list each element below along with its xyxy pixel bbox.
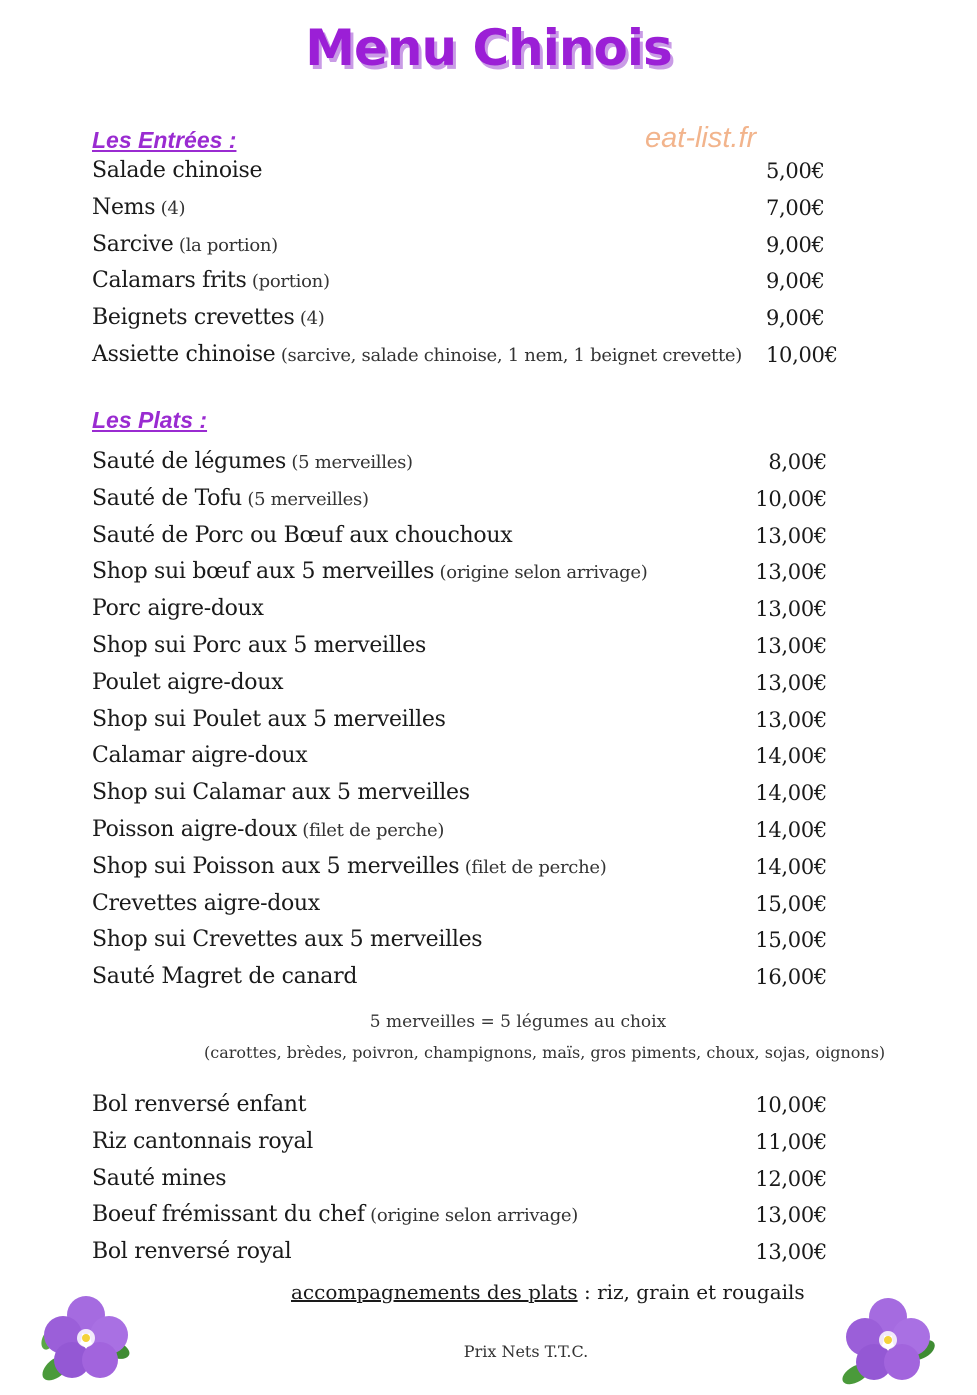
menu-item-name bbox=[92, 925, 482, 955]
menu-item bbox=[92, 925, 827, 962]
menu-item bbox=[92, 852, 827, 889]
menu-item-name bbox=[92, 631, 426, 661]
menu-item-label: Porc aigre-doux bbox=[92, 596, 264, 622]
menu-item-price: 10,00€ bbox=[755, 486, 827, 511]
menu-item-detail: (sarcive, salade chinoise, 1 nem, 1 beignet crevette) bbox=[275, 344, 742, 366]
menu-item bbox=[92, 484, 827, 521]
menu-item-price: 13,00€ bbox=[755, 1240, 827, 1265]
menu-item-name bbox=[92, 230, 278, 261]
menu-item-label: Sauté mines bbox=[92, 1165, 227, 1191]
menu-item-name bbox=[92, 303, 325, 334]
menu-item bbox=[92, 815, 827, 852]
menu-item-label: Calamar aigre-doux bbox=[92, 743, 308, 769]
menu-item-price: 13,00€ bbox=[755, 707, 827, 732]
menu-item-detail: (4) bbox=[294, 308, 325, 330]
accompagnements-label: accompagnements des plats bbox=[291, 1280, 578, 1304]
menu-item-name bbox=[92, 815, 444, 846]
menu-item-name bbox=[92, 962, 357, 992]
legumes-note: (carottes, brèdes, poivron, champignons, maïs, gros piments, choux, sojas, oignons) bbox=[204, 1043, 886, 1062]
menu-item-price: 14,00€ bbox=[755, 781, 827, 806]
menu-item-label: Shop sui bœuf aux 5 merveilles bbox=[92, 559, 435, 585]
menu-item-label: Beignets crevettes bbox=[92, 305, 295, 331]
menu-item-price: 12,00€ bbox=[755, 1166, 827, 1191]
menu-item bbox=[92, 1164, 827, 1201]
menu-item bbox=[92, 447, 827, 484]
menu-item-detail: (filet de perche) bbox=[296, 819, 445, 841]
menu-item-name bbox=[92, 156, 262, 186]
menu-item-price: 13,00€ bbox=[755, 1203, 827, 1228]
menu-item-name bbox=[92, 1237, 291, 1267]
menu-item-label: Shop sui Porc aux 5 merveilles bbox=[92, 632, 426, 658]
menu-item-detail: (origine selon arrivage) bbox=[434, 562, 648, 584]
menu-item-name bbox=[92, 1090, 306, 1120]
menu-item bbox=[92, 1237, 827, 1274]
menu-item bbox=[92, 778, 827, 815]
menu-item-label: Sauté de Porc ou Bœuf aux chouchoux bbox=[92, 522, 513, 548]
menu-item bbox=[92, 266, 837, 303]
menu-item bbox=[92, 962, 827, 999]
menu-title: Menu Chinois bbox=[305, 19, 672, 77]
menu-item bbox=[92, 557, 827, 594]
menu-item bbox=[92, 668, 827, 705]
menu-item-label: Salade chinoise bbox=[92, 158, 263, 183]
menu-item-price: 10,00€ bbox=[766, 342, 838, 367]
menu-item-label: Riz cantonnais royal bbox=[92, 1128, 313, 1154]
menu-item bbox=[92, 340, 837, 377]
menu-item-label: Shop sui Crevettes aux 5 merveilles bbox=[92, 927, 483, 953]
menu-item-name bbox=[92, 340, 742, 371]
section-heading-plats: Les Plats : bbox=[92, 407, 208, 433]
menu-item-name bbox=[92, 705, 446, 735]
accompagnements-line bbox=[291, 1280, 805, 1304]
menu-item-detail: (5 merveilles) bbox=[285, 452, 413, 473]
menu-item-detail: (origine selon arrivage) bbox=[364, 1205, 579, 1227]
menu-item bbox=[92, 1127, 827, 1164]
menu-item bbox=[92, 631, 827, 668]
menu-item-price: 13,00€ bbox=[755, 560, 827, 585]
menu-item bbox=[92, 741, 827, 778]
menu-item-price: 5,00€ bbox=[766, 159, 825, 183]
menu-item bbox=[92, 193, 837, 230]
menu-item-label: Sarcive bbox=[92, 231, 174, 257]
menu-item-detail: (portion) bbox=[246, 271, 330, 293]
menu-item-name bbox=[92, 193, 185, 224]
menu-item-label: Assiette chinoise bbox=[92, 341, 276, 367]
menu-item-detail: (5 merveilles) bbox=[241, 488, 369, 510]
accompagnements-text: : riz, grain et rougails bbox=[577, 1280, 805, 1304]
menu-item-name bbox=[92, 594, 264, 624]
menu-item bbox=[92, 521, 827, 558]
plats-list bbox=[92, 447, 827, 999]
menu-item-price: 9,00€ bbox=[766, 232, 825, 257]
menu-item-price: 10,00€ bbox=[755, 1093, 827, 1117]
menu-item bbox=[92, 303, 837, 340]
menu-item-label: Shop sui Calamar aux 5 merveilles bbox=[92, 780, 470, 806]
menu-item-name bbox=[92, 557, 647, 588]
menu-item-price: 9,00€ bbox=[766, 306, 825, 331]
menu-item-price: 14,00€ bbox=[755, 744, 827, 769]
menu-item-price: 16,00€ bbox=[755, 965, 827, 990]
menu-item-label: Boeuf frémissant du chef bbox=[92, 1202, 365, 1228]
menu-item-price: 15,00€ bbox=[755, 928, 827, 953]
menu-item-price: 13,00€ bbox=[755, 633, 827, 658]
menu-item-name bbox=[92, 447, 413, 478]
menu-item-price: 11,00€ bbox=[755, 1129, 827, 1154]
menu-item-label: Sauté Magret de canard bbox=[92, 964, 358, 990]
menu-item-price: 9,00€ bbox=[766, 269, 825, 294]
menu-item bbox=[92, 594, 827, 631]
menu-item-price: 14,00€ bbox=[755, 817, 827, 842]
menu-item bbox=[92, 705, 827, 742]
menu-item-label: Poisson aigre-doux bbox=[92, 816, 297, 842]
menu-item-label: Shop sui Poulet aux 5 merveilles bbox=[92, 706, 446, 732]
menu-item-label: Poulet aigre-doux bbox=[92, 669, 284, 695]
violet-flower-icon bbox=[838, 1292, 938, 1392]
menu-item-label: Sauté de Tofu bbox=[92, 485, 242, 511]
menu-item-price: 7,00€ bbox=[766, 195, 825, 220]
merveilles-note: 5 merveilles = 5 légumes au choix bbox=[369, 1012, 667, 1032]
menu-item-name bbox=[92, 521, 512, 551]
menu-item-name bbox=[92, 1127, 313, 1157]
menu-item-name bbox=[92, 778, 470, 808]
menu-item-price: 14,00€ bbox=[755, 854, 827, 879]
menu-item-label: Shop sui Poisson aux 5 merveilles bbox=[92, 853, 460, 879]
violet-flower-icon bbox=[36, 1290, 136, 1390]
menu-item bbox=[92, 1200, 827, 1237]
menu-item-name bbox=[92, 484, 369, 515]
menu-item-name bbox=[92, 1164, 226, 1194]
menu-item-detail: (la portion) bbox=[173, 234, 278, 256]
menu-item bbox=[92, 230, 837, 267]
menu-item-name bbox=[92, 741, 307, 771]
menu-item-price: 13,00€ bbox=[755, 597, 827, 622]
menu-item-price: 13,00€ bbox=[755, 523, 827, 548]
menu-item-label: Bol renversé enfant bbox=[92, 1092, 307, 1117]
menu-item-detail: (4) bbox=[155, 197, 186, 219]
menu-item-label: Calamars frits bbox=[92, 268, 247, 294]
watermark: eat-list.fr bbox=[645, 122, 757, 154]
menu-item-name bbox=[92, 266, 330, 297]
menu-item-label: Sauté de légumes bbox=[92, 449, 286, 474]
prix-footer: Prix Nets T.T.C. bbox=[463, 1342, 589, 1361]
menu-item-name bbox=[92, 1200, 578, 1231]
extras-list bbox=[92, 1090, 827, 1274]
menu-item-label: Bol renversé royal bbox=[92, 1239, 292, 1265]
menu-item-label: Nems bbox=[92, 194, 156, 220]
entrees-list bbox=[92, 156, 837, 377]
menu-item-name bbox=[92, 889, 320, 919]
menu-item bbox=[92, 1090, 827, 1127]
menu-item-name bbox=[92, 668, 283, 698]
menu-item bbox=[92, 889, 827, 926]
menu-item-label: Crevettes aigre-doux bbox=[92, 890, 320, 916]
menu-item-detail: (filet de perche) bbox=[459, 856, 607, 878]
menu-item-name bbox=[92, 852, 606, 883]
menu-item-price: 15,00€ bbox=[755, 891, 827, 916]
menu-item-price: 8,00€ bbox=[768, 450, 827, 474]
menu-item bbox=[92, 156, 837, 193]
menu-item-price: 13,00€ bbox=[755, 670, 827, 695]
section-heading-entrees: Les Entrées : bbox=[92, 127, 237, 153]
